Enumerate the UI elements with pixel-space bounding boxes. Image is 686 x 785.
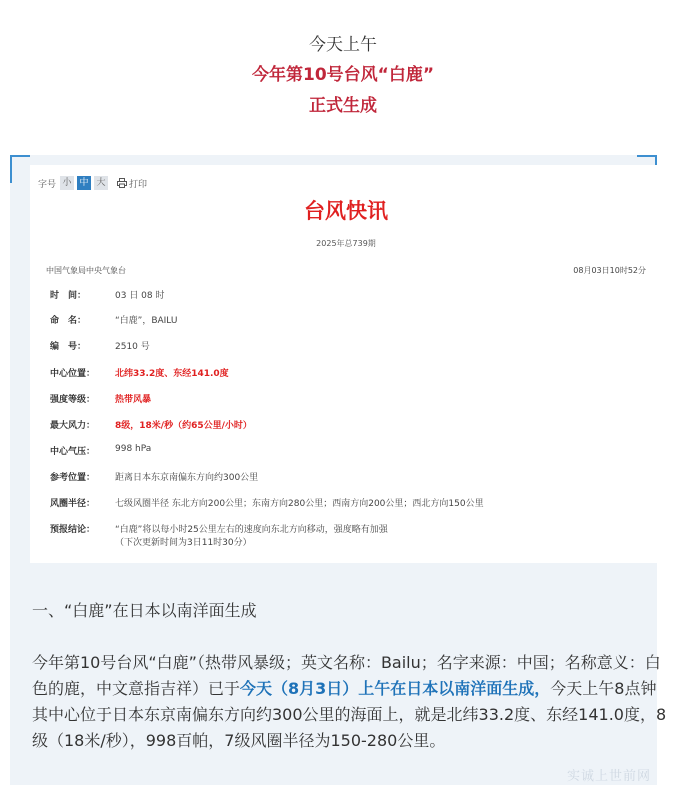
font-size-large-button[interactable]: 大 xyxy=(94,176,108,190)
field-value: 998 hPa xyxy=(115,444,152,454)
field-value: 七级风圈半径 东北方向200公里；东南方向280公里；西南方向200公里；西北方向150公里 xyxy=(115,499,484,509)
field-label: 编 号： xyxy=(50,342,87,352)
article-paragraph xyxy=(32,650,668,754)
field-value: 北纬33.2度、东经141.0度 xyxy=(115,369,229,379)
paragraph-text-1: 今年第10号台风“白鹿”（热带风暴级；英文名称：Bailu；名字来源：中国；名称意义：白色的鹿，中文意指吉祥）已于 xyxy=(32,653,661,698)
print-label: 打印 xyxy=(129,179,148,190)
print-button[interactable] xyxy=(117,177,147,190)
header-line-2: 今年第10号台风“白鹿” xyxy=(251,65,434,85)
field-label: 强度等级： xyxy=(50,395,96,405)
field-value: 2510 号 xyxy=(115,342,150,352)
field-label: 中心气压： xyxy=(50,447,96,457)
font-size-small-button[interactable]: 小 xyxy=(60,176,74,190)
bulletin-timestamp: 08月03日10时52分 xyxy=(573,266,646,275)
font-size-label: 字号 xyxy=(38,179,57,190)
field-label: 风圈半径： xyxy=(50,499,96,509)
field-label: 时 间： xyxy=(50,291,87,301)
section-heading: 一、“白鹿”在日本以南洋面生成 xyxy=(32,601,257,620)
paragraph-text-2: 今天上午8点钟其中心位于日本东京南偏东方向约300公里的海面上，就是北纬33.2度、东经141.0度，8级（18米/秒），998百帕，7级风圈半径为150-280公里。 xyxy=(32,679,667,750)
field-value-note: （下次更新时间为3日11时30分） xyxy=(115,538,252,548)
field-label: 预报结论： xyxy=(50,525,96,535)
header-line-1: 今天上午 xyxy=(309,35,377,55)
frame-corner-top-left xyxy=(10,155,30,183)
bulletin-issue: 2025年总739期 xyxy=(316,239,376,248)
paragraph-highlight: 今天（8月3日）上午在日本以南洋面生成， xyxy=(240,679,551,698)
field-value: 距离日本东京南偏东方向约300公里 xyxy=(115,473,259,483)
header-line-3: 正式生成 xyxy=(309,96,377,116)
field-value: 03 日 08 时 xyxy=(115,291,165,301)
field-label: 参考位置： xyxy=(50,473,96,483)
article-header xyxy=(0,0,686,150)
field-label: 命 名： xyxy=(50,316,87,326)
field-value: “白鹿”，BAILU xyxy=(115,316,178,326)
field-value: 8级，18米/秒（约65公里/小时） xyxy=(115,421,252,431)
field-value: “白鹿”将以每小时25公里左右的速度向东北方向移动，强度略有加强 xyxy=(115,525,388,535)
field-label: 最大风力： xyxy=(50,421,96,431)
printer-icon xyxy=(117,178,127,188)
bulletin-agency: 中国气象局中央气象台 xyxy=(46,266,126,275)
bulletin-card xyxy=(30,165,662,563)
field-value: 热带风暴 xyxy=(115,395,152,405)
font-size-medium-button[interactable]: 中 xyxy=(77,176,91,190)
field-label: 中心位置： xyxy=(50,369,96,379)
watermark-text: 实诚上世前网 xyxy=(567,769,652,784)
bulletin-title: 台风快讯 xyxy=(304,199,388,223)
font-size-toolbar xyxy=(38,175,147,191)
